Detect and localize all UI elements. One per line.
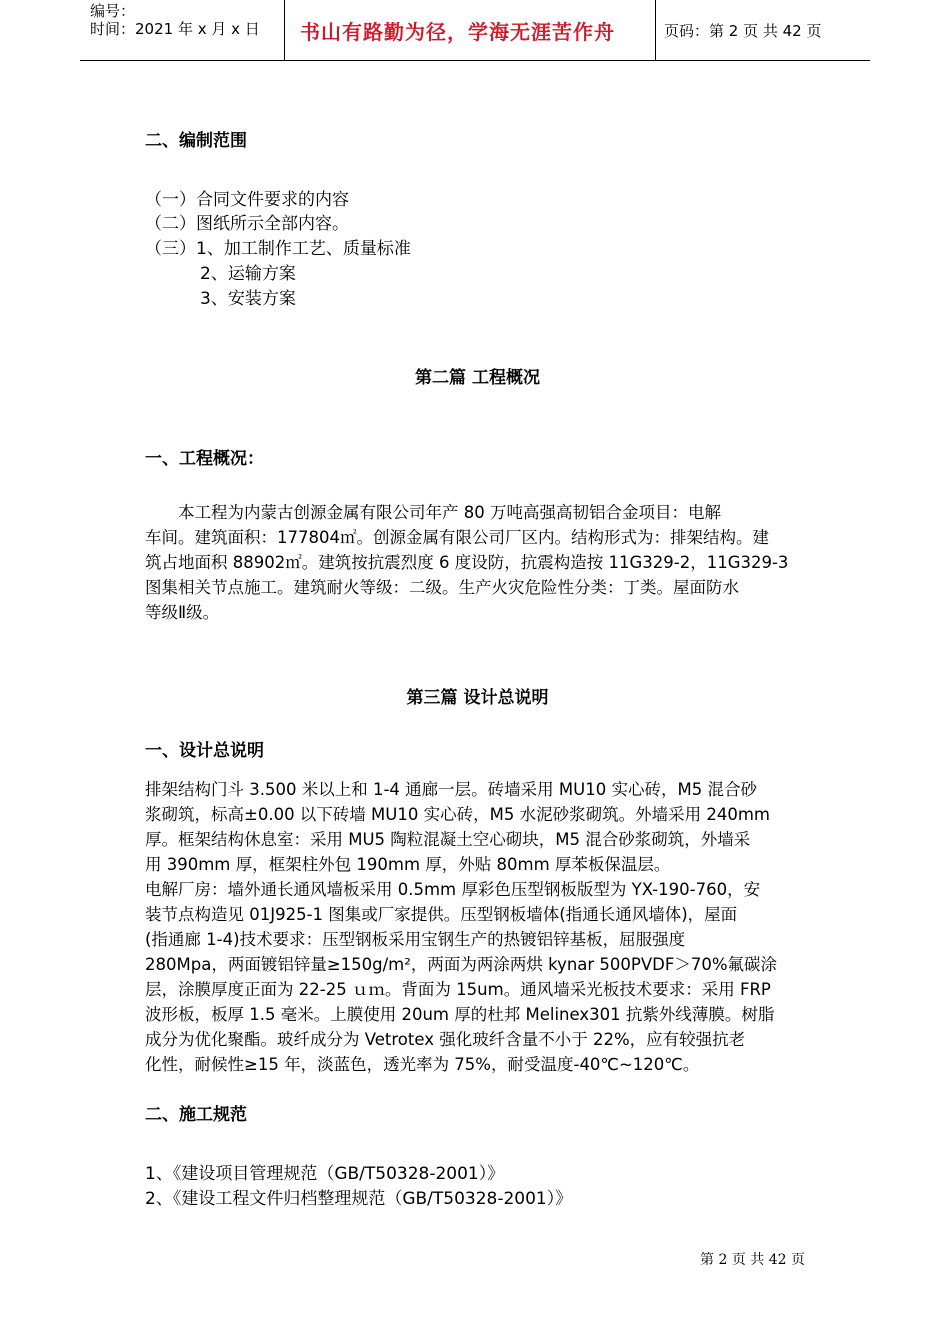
paragraph-line: 厚。框架结构休息室：采用 MU5 陶粒混凝土空心砌块，M5 混合砂浆砌筑，外墙采: [145, 830, 751, 849]
paragraph-line: 排架结构门斗 3.500 米以上和 1-4 通廊一层。砖墙采用 MU10 实心砖，M5 混合砂: [145, 780, 757, 799]
paragraph-line: 280Mpa，两面镀铝锌量≥150g/m²，两面为两涂两烘 kynar 500PVDF＞70%氟碳涂: [145, 955, 778, 974]
paragraph-line: 筑占地面积 88902㎡。建筑按抗震烈度 6 度设防，抗震构造按 11G329-2，11G329-3: [145, 553, 789, 572]
header-page-info: 页码：第 2 页 共 42 页: [664, 22, 822, 40]
paragraph-line: 化性，耐候性≥15 年，淡蓝色，透光率为 75%，耐受温度-40℃~120℃。: [145, 1055, 700, 1074]
header-motto: 书山有路勤为径，学海无涯苦作舟: [300, 20, 615, 44]
part2-paragraph: [145, 500, 810, 625]
scope-subitem: 2、运输方案: [200, 264, 296, 284]
document-time: 时间：2021 年 x 月 x 日: [90, 20, 260, 38]
norms-item: 1、《建设项目管理规范（GB/T50328-2001）》: [145, 1164, 505, 1184]
paragraph-line: 浆砌筑，标高±0.00 以下砖墙 MU10 实心砖，M5 水泥砂浆砌筑。外墙采用 240mm: [145, 805, 770, 824]
paragraph-line: 本工程为内蒙古创源金属有限公司年产 80 万吨高强高韧铝合金项目：电解: [178, 503, 721, 522]
part2-title: 第二篇 工程概况: [415, 368, 540, 388]
paragraph-line: 装节点构造见 01J925-1 图集或厂家提供。压型钢板墙体(指通长通风墙体)，屋面: [145, 905, 738, 924]
part2-subtitle: 一、工程概况：: [145, 449, 264, 469]
header-meta: [90, 2, 260, 38]
paragraph-line: 等级Ⅱ级。: [145, 603, 220, 622]
part3-paragraph: [145, 777, 810, 1077]
header-rule: [80, 60, 870, 61]
paragraph-line: 用 390mm 厚，框架柱外包 190mm 厚，外贴 80mm 厚苯板保温层。: [145, 855, 671, 874]
paragraph-line: 车间。建筑面积：177804㎡。创源金属有限公司厂区内。结构形式为：排架结构。建: [145, 528, 769, 547]
section-norms-title: 二、施工规范: [145, 1105, 247, 1125]
page-footer: 第 2 页 共 42 页: [700, 1252, 805, 1268]
header-divider-left: [284, 0, 285, 60]
scope-subitem: 3、安装方案: [200, 289, 296, 309]
paragraph-line: (指通廊 1-4)技术要求：压型钢板采用宝钢生产的热镀铝锌基板，屈服强度: [145, 930, 686, 949]
scope-item: （三）1、加工制作工艺、质量标准: [145, 239, 411, 259]
norms-item: 2、《建设工程文件归档整理规范（GB/T50328-2001）》: [145, 1189, 573, 1209]
paragraph-line: 层，涂膜厚度正面为 22-25 ｕｍ。背面为 15um。通风墙采光板技术要求：采用 FRP: [145, 980, 771, 999]
part3-subtitle: 一、设计总说明: [145, 741, 264, 761]
paragraph-line: 波形板，板厚 1.5 毫米。上膜使用 20um 厚的杜邦 Melinex301 抗紫外线薄膜。树脂: [145, 1005, 775, 1024]
section-scope-title: 二、编制范围: [145, 131, 247, 151]
document-number-label: 编号：: [90, 2, 136, 20]
paragraph-line: 成分为优化聚酯。玻纤成分为 Vetrotex 强化玻纤含量不小于 22%，应有较强抗老: [145, 1030, 746, 1049]
scope-item: （二）图纸所示全部内容。: [145, 214, 349, 234]
paragraph-line: 电解厂房：墙外通长通风墙板采用 0.5mm 厚彩色压型钢板版型为 YX-190-760，安: [145, 880, 761, 899]
scope-item: （一）合同文件要求的内容: [145, 190, 349, 210]
header-divider-right: [655, 0, 656, 60]
part3-title: 第三篇 设计总说明: [406, 688, 549, 708]
paragraph-line: 图集相关节点施工。建筑耐火等级：二级。生产火灾危险性分类：丁类。屋面防水: [145, 578, 739, 597]
